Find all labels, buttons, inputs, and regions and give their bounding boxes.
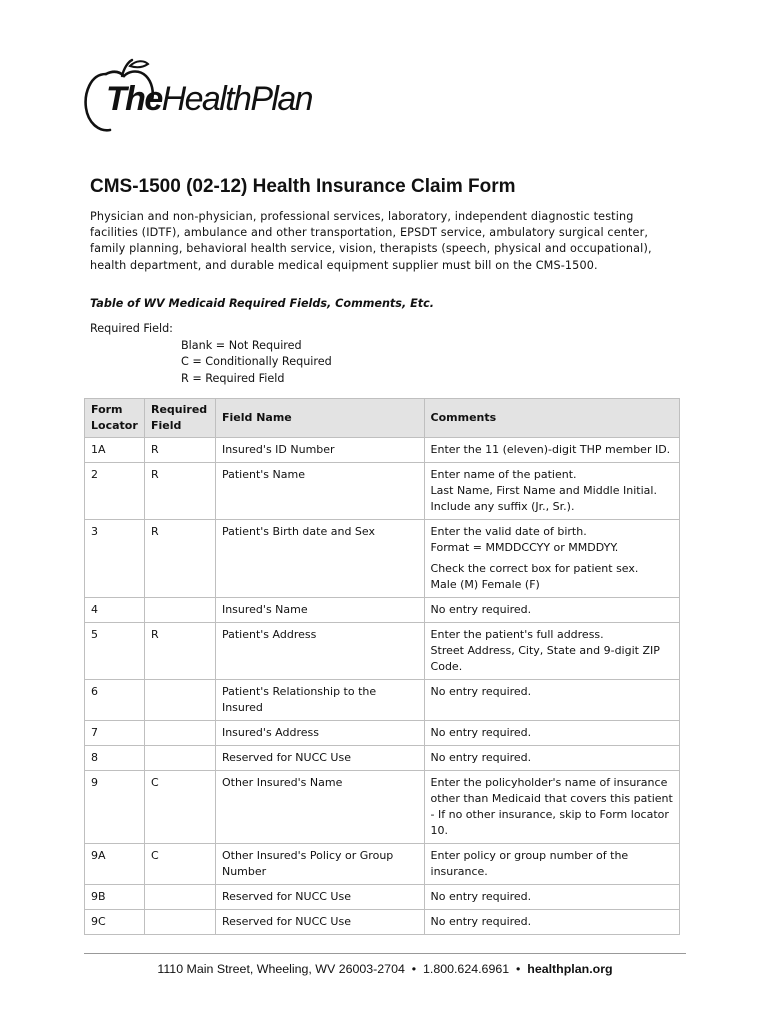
cell-comments [424, 844, 679, 885]
cell-required-field: C [144, 771, 215, 844]
cell-comments [424, 623, 679, 680]
table-row [85, 885, 680, 910]
cell-form-locator: 9A [85, 844, 145, 885]
cell-comments [424, 463, 679, 520]
table-row [85, 520, 680, 598]
cell-form-locator: 9B [85, 885, 145, 910]
footer-address: 1110 Main Street, Wheeling, WV 26003-2704 [157, 962, 405, 976]
cell-required-field [144, 680, 215, 721]
required-fields-table [84, 398, 680, 935]
intro-paragraph: Physician and non-physician, professional services, laboratory, independent diagnostic testing facilities (IDTF), ambulance and other transportation, EPSDT service, ambulatory surgical center, family planning, behavioral health service, vision, therapists (speech, physical and occupational), health department, and durable medical equipment supplier must bill on the CMS-1500. [90, 210, 652, 272]
comment-line: Enter the policyholder's name of insurance other than Medicaid that covers this patient - If no other insurance, skip to Form locator 10. [430, 776, 673, 837]
legend-item-conditional: C = Conditionally Required [181, 355, 332, 368]
cell-form-locator: 4 [85, 598, 145, 623]
comment-line: Enter the valid date of birth. [430, 525, 587, 538]
logo-brand-bold: The [106, 80, 162, 118]
cell-field-name: Patient's Name [215, 463, 424, 520]
cell-field-name: Patient's Birth date and Sex [215, 520, 424, 598]
cell-form-locator: 3 [85, 520, 145, 598]
cell-form-locator: 8 [85, 746, 145, 771]
cell-field-name: Patient's Address [215, 623, 424, 680]
comment-line: No entry required. [430, 890, 532, 903]
comment-line: No entry required. [430, 726, 532, 739]
cell-comments [424, 598, 679, 623]
healthplan-logo [84, 58, 324, 138]
cell-required-field: R [144, 463, 215, 520]
header-form-locator: Form Locator [85, 399, 145, 438]
cell-form-locator: 6 [85, 680, 145, 721]
table-row [85, 623, 680, 680]
cell-comments [424, 721, 679, 746]
comment-line: Enter the patient's full address. [430, 628, 604, 641]
legend-label: Required Field: [90, 322, 173, 335]
cell-field-name: Reserved for NUCC Use [215, 746, 424, 771]
footer-phone: 1.800.624.6961 [422, 962, 510, 976]
table-row [85, 746, 680, 771]
footer-divider [84, 953, 686, 954]
cell-required-field [144, 885, 215, 910]
cell-form-locator: 9C [85, 910, 145, 935]
table-row [85, 680, 680, 721]
cell-required-field [144, 598, 215, 623]
header-comments: Comments [424, 399, 679, 438]
header-required-field: Required Field [144, 399, 215, 438]
footer-website-link[interactable]: healthplan.org [527, 962, 613, 976]
table-row [85, 438, 680, 463]
comment-line: No entry required. [430, 915, 532, 928]
footer-separator: • [516, 962, 521, 976]
cell-comments [424, 885, 679, 910]
comment-line: No entry required. [430, 603, 532, 616]
cell-required-field [144, 721, 215, 746]
header-field-name: Field Name [215, 399, 424, 438]
comment-line: Male (M) Female (F) [430, 578, 540, 591]
comment-line: Last Name, First Name and Middle Initial. Include any suffix (Jr., Sr.). [430, 484, 657, 513]
cell-comments [424, 680, 679, 721]
cell-form-locator: 2 [85, 463, 145, 520]
comment-line: Format = MMDDCCYY or MMDDYY. [430, 541, 619, 554]
cell-required-field: C [144, 844, 215, 885]
cell-required-field: R [144, 623, 215, 680]
legend-item-required: R = Required Field [181, 371, 285, 385]
table-row [85, 721, 680, 746]
table-row [85, 844, 680, 885]
cell-field-name: Other Insured's Policy or Group Number [215, 844, 424, 885]
cell-required-field: R [144, 520, 215, 598]
cell-required-field [144, 910, 215, 935]
table-body [85, 438, 680, 935]
comment-line: No entry required. [430, 685, 532, 698]
cell-field-name: Reserved for NUCC Use [215, 885, 424, 910]
comment-line: Enter the 11 (eleven)-digit THP member ID. [430, 443, 671, 456]
cell-field-name: Patient's Relationship to the Insured [215, 680, 424, 721]
cell-form-locator: 7 [85, 721, 145, 746]
cell-comments [424, 910, 679, 935]
cell-required-field: R [144, 438, 215, 463]
cell-form-locator: 1A [85, 438, 145, 463]
page-title: CMS-1500 (02-12) Health Insurance Claim Form [90, 176, 516, 197]
logo-brand-rest: HealthPlan [161, 80, 312, 118]
comment-line: No entry required. [430, 751, 532, 764]
comment-line: Enter name of the patient. [430, 468, 577, 481]
table-row [85, 598, 680, 623]
table-header-row [85, 399, 680, 438]
comment-line: Street Address, City, State and 9-digit ZIP Code. [430, 644, 660, 673]
footer [0, 962, 770, 976]
comment-line: Enter policy or group number of the insurance. [430, 849, 629, 878]
table-row [85, 910, 680, 935]
table-row [85, 463, 680, 520]
cell-field-name: Insured's Address [215, 721, 424, 746]
cell-required-field [144, 746, 215, 771]
cell-form-locator: 9 [85, 771, 145, 844]
footer-separator: • [411, 962, 417, 976]
required-field-legend [90, 321, 332, 387]
table-row [85, 771, 680, 844]
table-heading: Table of WV Medicaid Required Fields, Comments, Etc. [90, 297, 434, 310]
cell-comments [424, 520, 679, 598]
cell-field-name: Other Insured's Name [215, 771, 424, 844]
cell-field-name: Insured's Name [215, 598, 424, 623]
cell-comments [424, 438, 679, 463]
cell-comments [424, 746, 679, 771]
cell-form-locator: 5 [85, 623, 145, 680]
legend-item-blank: Blank = Not Required [181, 338, 302, 352]
cell-field-name: Reserved for NUCC Use [215, 910, 424, 935]
cell-field-name: Insured's ID Number [215, 438, 424, 463]
cell-comments [424, 771, 679, 844]
comment-line: Check the correct box for patient sex. [430, 562, 639, 575]
